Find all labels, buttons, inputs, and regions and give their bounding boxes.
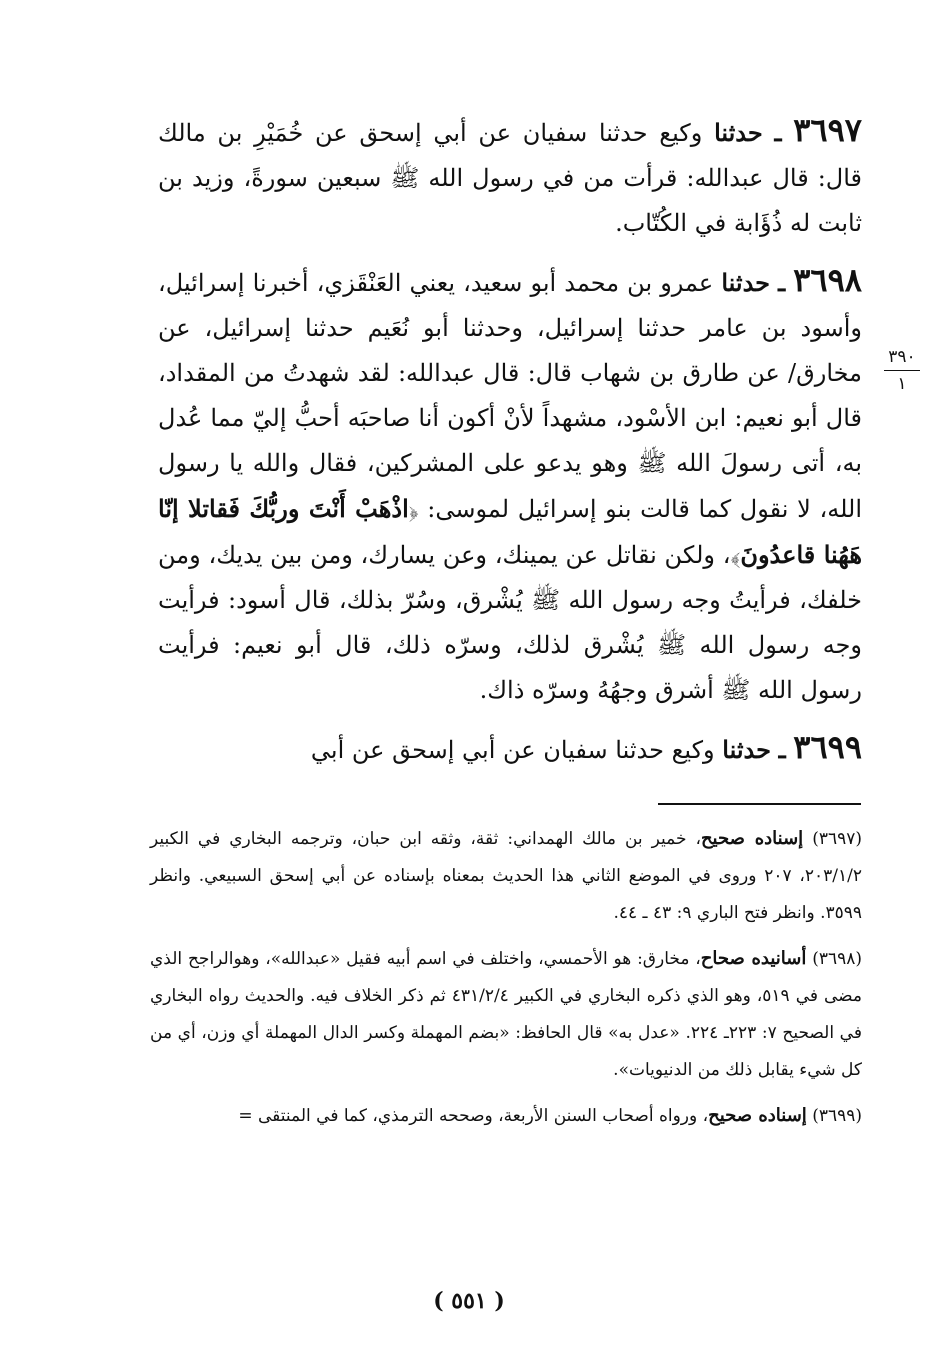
footnote-text: ، مخارق: هو الأحمسي، واختلف في اسم أبيه فقيل «عبدالله»، وهوالراجح الذي مضى في ٥١٩، وهو الذي ذكره البخاري في الكبير ٤٣١/٢/٤ ثم ذكر الخلاف فيه. والحديث رواه البخاري في الصحيح ٧: ٢٢٣ـ ٢٢٤. «عدل به» قال الحافظ: «بضم المهملة وكسر الدال المهملة أي وزن، أي من كل شيء يقابل ذلك من الدنيويات». [150, 949, 863, 1080]
margin-reference-bottom: ١ [897, 374, 907, 394]
footnote-ref: (٣٦٩٧) [812, 829, 862, 849]
hadith-text-part-2: ﴾، ولكن نقاتل عن يمينك، وعن يسارك، ومن بين يديك، ومن خلفك، فرأيتُ وجه رسول الله ﷺ يُشْرق، وسُرّ بذلك، قال أسود: فرأيت وجه رسول الله ﷺ يُشْرق لذلك، وسرّه ذلك، قال أبو نعيم: فرأيت رسول الله ﷺ أشرق وجهُهُ وسرّه ذاك. [158, 541, 862, 704]
margin-reference [878, 346, 926, 395]
hadith-number: ٣٦٩٩ [793, 728, 862, 766]
hadith-lead-word: حدثنا [722, 735, 771, 764]
footnote-grade: إسناده صحيح [708, 1105, 807, 1126]
footnote-3697 [150, 820, 862, 932]
hadith-number: ٣٦٩٧ [793, 111, 862, 149]
hadith-3697 [158, 108, 862, 246]
footnotes [150, 820, 862, 1143]
main-text [158, 108, 862, 785]
footnote-ref: (٣٦٩٨) [812, 949, 862, 969]
hadith-number: ٣٦٩٨ [793, 261, 862, 299]
margin-reference-divider [884, 370, 920, 371]
hadith-dash: ـ [774, 118, 782, 147]
hadith-3699 [158, 725, 862, 773]
footnote-text: ، خمير بن مالك الهمداني: ثقة، وثقه ابن حبان، وترجمه البخاري في الكبير ٢٠٣/١/٢، ٢٠٧ وروى في الموضع الثاني هذا الحديث بمعناه بإسناده عن أبي إسحق السبيعي. وانظر ٣٥٩٩. وانظر فتح الباري ٩: ٤٣ ـ ٤٤. [150, 829, 863, 923]
footnote-text: ، ورواه أصحاب السنن الأربعة، وصححه الترمذي، كما في المنتقى = [238, 1106, 709, 1126]
hadith-text: وكيع حدثنا سفيان عن أبي إسحق عن خُمَيْرِ بن مالك قال: قال عبدالله: قرأت من في رسول الله ﷺ سبعين سورةً، وزيد بن ثابت له ذُؤَابة في الكُتّاب. [158, 119, 862, 237]
margin-reference-top: ٣٩٠ [888, 347, 916, 367]
hadith-dash: ـ [778, 268, 786, 297]
page-number: ( ٥٥١ ) [433, 1288, 505, 1314]
footnote-grade: أسانيده صحاح [700, 948, 807, 969]
hadith-dash: ـ [778, 735, 786, 764]
hadith-lead-word: حدثنا [721, 268, 771, 297]
footnote-separator [658, 803, 861, 805]
footnote-3698 [150, 940, 862, 1089]
hadith-lead-word: حدثنا [714, 118, 763, 147]
footnote-ref: (٣٦٩٩) [812, 1106, 862, 1126]
hadith-text-part-1: عمرو بن محمد أبو سعيد، يعني العَنْقَزي، أخبرنا إسرائيل، وأسود بن عامر حدثنا إسرائيل، وحدثنا أبو نُعَيم حدثنا إسرائيل، عن مخارق/ عن طارق بن شهاب قال: قال عبدالله: لقد شهدتُ من المقداد، قال أبو نعيم: ابن الأسْود، مشهداً لأنْ أكون أنا صاحبَه أحبُّ إليّ مما عُدل به، أتى رسولَ الله ﷺ وهو يدعو على المشركين، فقال والله يا رسول الله، لا نقول كما قالت بنو إسرائيل لموسى: ﴿ [158, 269, 863, 523]
footnote-grade: إسناده صحيح [700, 828, 804, 849]
hadith-3698 [158, 258, 862, 713]
quran-quote: اذْهَبْ أَنْتَ وربُّكَ فَقاتلا إنّا هَهُنا قاعدُونَ [158, 494, 863, 569]
footnote-3699 [150, 1097, 862, 1135]
hadith-text: وكيع حدثنا سفيان عن أبي إسحق عن أبي [310, 736, 715, 764]
